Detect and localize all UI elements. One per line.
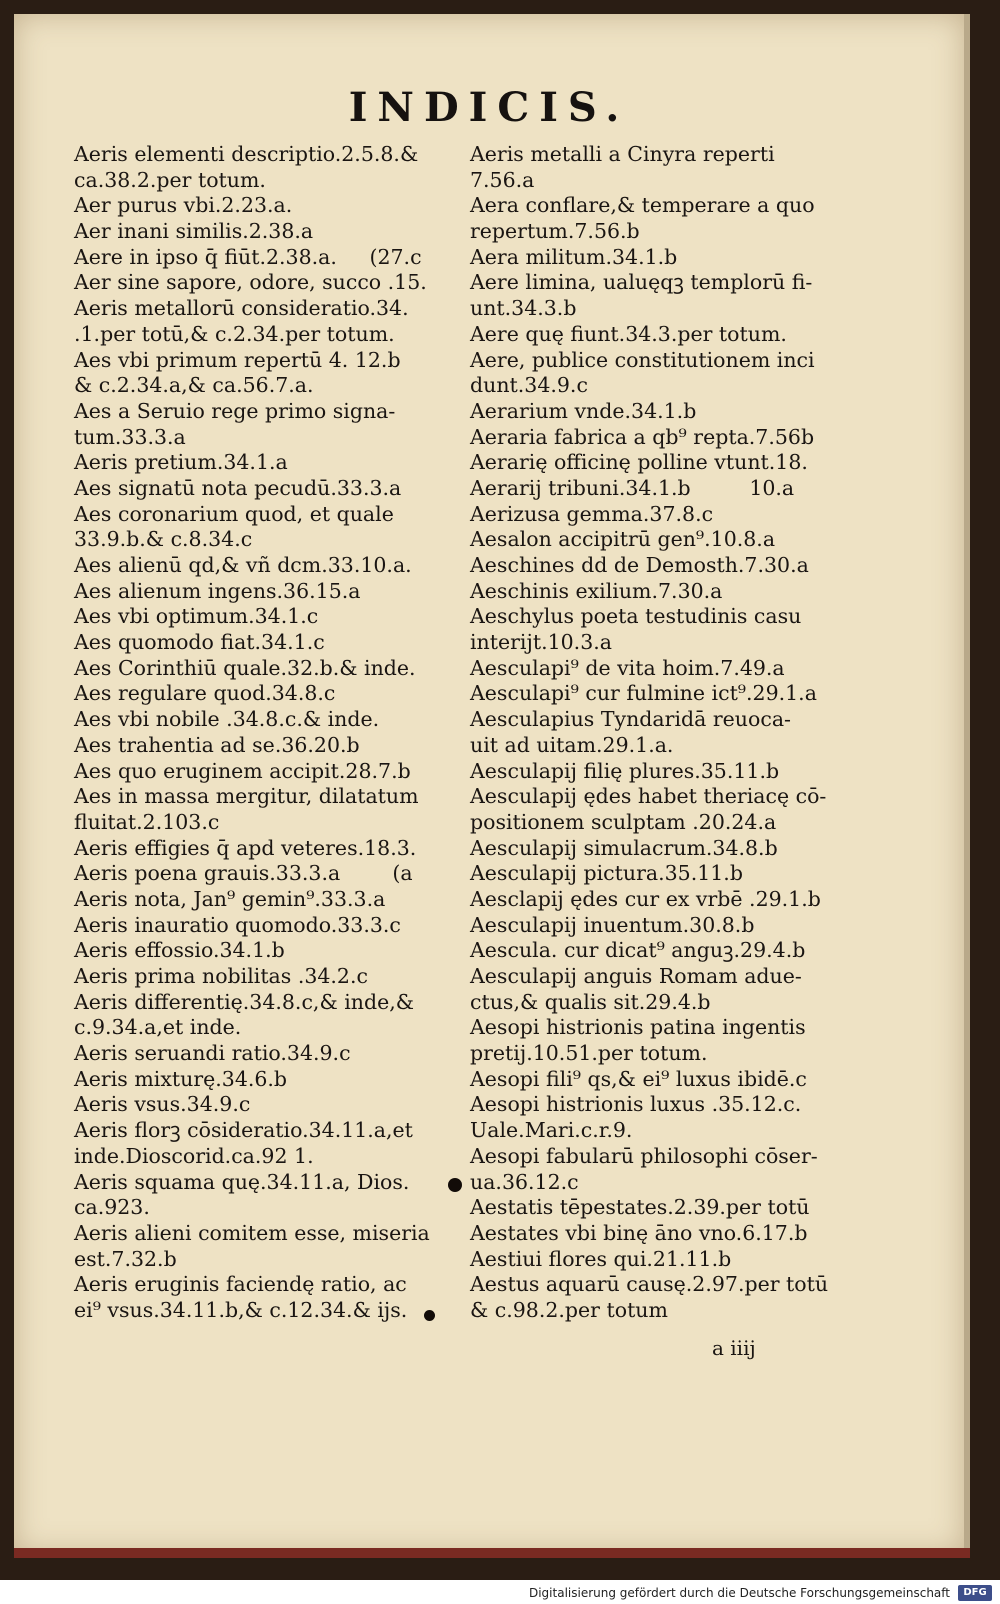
index-entry-line: Aesculapius Tyndaridā reuoca-: [470, 707, 791, 732]
index-entry-line: Aescula. cur dicat⁹ anguꝫ.29.4.b: [470, 938, 806, 963]
index-entry-line: Aes trahentia ad se.36.20.b: [74, 732, 360, 757]
index-entry-line: Aerarij tribuni.34.1.b 10.a: [470, 475, 795, 500]
index-entry-line: Aer inani similis.2.38.a: [74, 219, 314, 244]
index-entry-line: Aeris alieni comitem esse, miseria: [74, 1220, 430, 1245]
index-entry-line: Aesopi histrionis luxus .35.12.c.: [470, 1092, 802, 1117]
index-entry-line: & c.98.2.per totum: [470, 1297, 668, 1322]
index-entry-line: inde.Dioscorid.ca.92 1.: [74, 1143, 314, 1168]
index-entry-line: Aera militum.34.1.b: [470, 244, 678, 269]
index-entry-line: ei⁹ vsus.34.11.b,& c.12.34.& ijs.: [74, 1297, 408, 1322]
index-entry-line: Aeris pretium.34.1.a: [74, 450, 288, 475]
ink-blot-mark: [448, 1178, 462, 1192]
index-entry-line: ca.923.: [74, 1195, 150, 1220]
index-entry-line: est.7.32.b: [74, 1246, 177, 1271]
index-entry-line: Aes quomodo fiat.34.1.c: [74, 630, 325, 655]
index-entry-line: Aerizusa gemma.37.8.c: [470, 501, 714, 526]
index-entry-line: 7.56.a: [470, 167, 535, 192]
index-entry-line: Aesculapij ędes habet theriacę cō-: [470, 784, 827, 809]
index-entry-line: dunt.34.9.c: [470, 373, 588, 398]
index-entry-line: positionem sculptam .20.24.a: [470, 809, 777, 834]
index-entry-line: Uale.Mari.c.r.9.: [470, 1118, 633, 1143]
index-column-left: [74, 142, 469, 1324]
index-entry-line: Aestates vbi binę āno vno.6.17.b: [470, 1220, 808, 1245]
index-entry-line: tum.33.3.a: [74, 424, 186, 449]
index-entry-line: Aes vbi optimum.34.1.c: [74, 604, 319, 629]
index-entry-line: Aestatis tēpestates.2.39.per totū: [470, 1195, 810, 1220]
index-entry-line: Aere in ipso q̄ fiūt.2.38.a. (27.c: [74, 244, 422, 269]
index-entry-line: Aeris poena grauis.33.3.a (a: [74, 861, 413, 886]
index-entry-line: repertum.7.56.b: [470, 219, 640, 244]
index-entry-line: ca.38.2.per totum.: [74, 167, 266, 192]
index-entry-line: Aeris vsus.34.9.c: [74, 1092, 251, 1117]
catchword: a iiij: [712, 1336, 756, 1360]
index-entry-line: Aes coronarium quod, et quale: [74, 501, 394, 526]
index-entry-line: Aestiui flores qui.21.11.b: [470, 1246, 732, 1271]
index-entry-line: Aeris nota, Jan⁹ gemin⁹.33.3.a: [74, 886, 386, 911]
page-edge: [14, 1548, 970, 1558]
index-entry-line: Aesculapij inuentum.30.8.b: [470, 912, 755, 937]
index-entry-line: Aesculapij simulacrum.34.8.b: [470, 835, 778, 860]
index-entry-line: Aeris inauratio quomodo.33.3.c: [74, 912, 401, 937]
index-entry-line: Aeris effossio.34.1.b: [74, 938, 285, 963]
index-entry-line: Aere quę fiunt.34.3.per totum.: [470, 321, 787, 346]
index-entry-line: Aeschines dd de Demosth.7.30.a: [470, 553, 809, 577]
index-entry-line: Aeschinis exilium.7.30.a: [470, 578, 723, 603]
index-entry-line: Aere, publice constitutionem inci: [470, 347, 815, 372]
index-entry-line: Aesalon accipitrū gen⁹.10.8.a: [470, 527, 776, 552]
index-entry-line: Aes vbi primum repertū 4. 12.b: [74, 347, 401, 372]
index-entry-line: 33.9.b.& c.8.34.c: [74, 527, 253, 552]
index-entry-line: Aeris metallorū consideratio.34.: [74, 296, 409, 321]
index-entry-line: c.9.34.a,et inde.: [74, 1015, 242, 1040]
index-entry-line: interijt.10.3.a: [470, 630, 612, 655]
index-entry-line: Aerarię officinę polline vtunt.18.: [470, 450, 808, 475]
index-entry-line: Aeris elementi descriptio.2.5.8.&: [74, 142, 419, 166]
ink-blot-mark: [424, 1310, 435, 1321]
index-entry-line: Aer sine sapore, odore, succo .15.: [74, 270, 427, 295]
index-entry-line: Aeraria fabrica a qb⁹ repta.7.56b: [470, 424, 815, 449]
index-entry-line: fluitat.2.103.c: [74, 809, 220, 834]
index-entry-line: Aesclapij ędes cur ex vrbē .29.1.b: [470, 886, 821, 911]
index-entry-line: pretij.10.51.per totum.: [470, 1041, 708, 1066]
book-page: [14, 14, 970, 1554]
index-entry-line: Aes vbi nobile .34.8.c.& inde.: [74, 707, 380, 732]
page-heading: INDICIS.: [348, 84, 630, 131]
dfg-logo: DFG: [958, 1585, 992, 1601]
index-entry-line: Aeris effigies q̄ apd veteres.18.3.: [74, 835, 417, 860]
index-entry-line: Aes alienum ingens.36.15.a: [74, 578, 361, 603]
index-entry-line: Aesculapi⁹ cur fulmine ict⁹.29.1.a: [470, 681, 817, 706]
index-entry-line: uit ad uitam.29.1.a.: [470, 732, 674, 757]
index-entry-line: Aesculapij anguis Romam adue-: [470, 964, 802, 988]
index-entry-line: unt.34.3.b: [470, 296, 577, 321]
funding-credit: Digitalisierung gefördert durch die Deutsche Forschungsgemeinschaft: [528, 1586, 950, 1600]
index-entry-line: Aeris prima nobilitas .34.2.c: [74, 964, 368, 988]
index-entry-line: Aes quo eruginem accipit.28.7.b: [74, 758, 411, 783]
index-entry-line: Aeris eruginis faciendę ratio, ac: [74, 1272, 407, 1297]
index-entry-line: Aesculapij pictura.35.11.b: [470, 861, 743, 886]
index-entry-line: Aera conflare,& temperare a quo: [470, 193, 815, 218]
index-entry-line: & c.2.34.a,& ca.56.7.a.: [74, 373, 314, 398]
index-entry-line: Aeschylus poeta testudinis casu: [470, 604, 802, 629]
index-entry-line: Aere limina, ualuęqꝫ templorū fi-: [470, 270, 813, 295]
index-entry-line: Aesculapi⁹ de vita hoim.7.49.a: [470, 655, 785, 680]
index-entry-line: Aeris squama quę.34.11.a, Dios.: [74, 1169, 410, 1194]
index-entry-line: ua.36.12.c: [470, 1169, 579, 1194]
index-entry-line: Aesculapij filię plures.35.11.b: [470, 758, 780, 783]
index-entry-line: Aeris differentię.34.8.c,& inde,&: [74, 989, 414, 1014]
index-entry-line: Aesopi fili⁹ qs,& ei⁹ luxus ibidē.c: [470, 1066, 807, 1091]
index-entry-line: Aes regulare quod.34.8.c: [74, 681, 336, 706]
index-entry-line: Aesopi histrionis patina ingentis: [470, 1015, 806, 1040]
index-entry-line: Aeris mixturę.34.6.b: [74, 1066, 288, 1091]
index-entry-line: Aestus aquarū causę.2.97.per totū: [470, 1272, 829, 1297]
index-entry-line: Aer purus vbi.2.23.a.: [74, 193, 293, 218]
index-entry-line: Aes a Seruio rege primo signa-: [74, 398, 396, 423]
index-column-right: [470, 142, 865, 1324]
index-entry-line: Aes in massa mergitur, dilatatum: [74, 784, 419, 809]
index-entry-line: Aes Corinthiū quale.32.b.& inde.: [74, 655, 416, 680]
index-entry-line: .1.per totū,& c.2.34.per totum.: [74, 321, 395, 346]
digitization-footer: [0, 1582, 1000, 1604]
index-entry-line: Aeris seruandi ratio.34.9.c: [74, 1041, 351, 1066]
index-entry-line: Aeris florꝫ cōsideratio.34.11.a,et: [74, 1118, 413, 1143]
index-entry-line: ctus,& qualis sit.29.4.b: [470, 989, 711, 1014]
index-entry-line: Aes signatū nota pecudū.33.3.a: [74, 475, 402, 500]
index-entry-line: Aesopi fabularū philosophi cōser-: [470, 1143, 818, 1168]
index-entry-line: Aes alienū qd,& vñ dcm.33.10.a.: [74, 553, 412, 577]
index-entry-line: Aeris metalli a Cinyra reperti: [470, 142, 775, 166]
index-entry-line: Aerarium vnde.34.1.b: [470, 398, 697, 423]
